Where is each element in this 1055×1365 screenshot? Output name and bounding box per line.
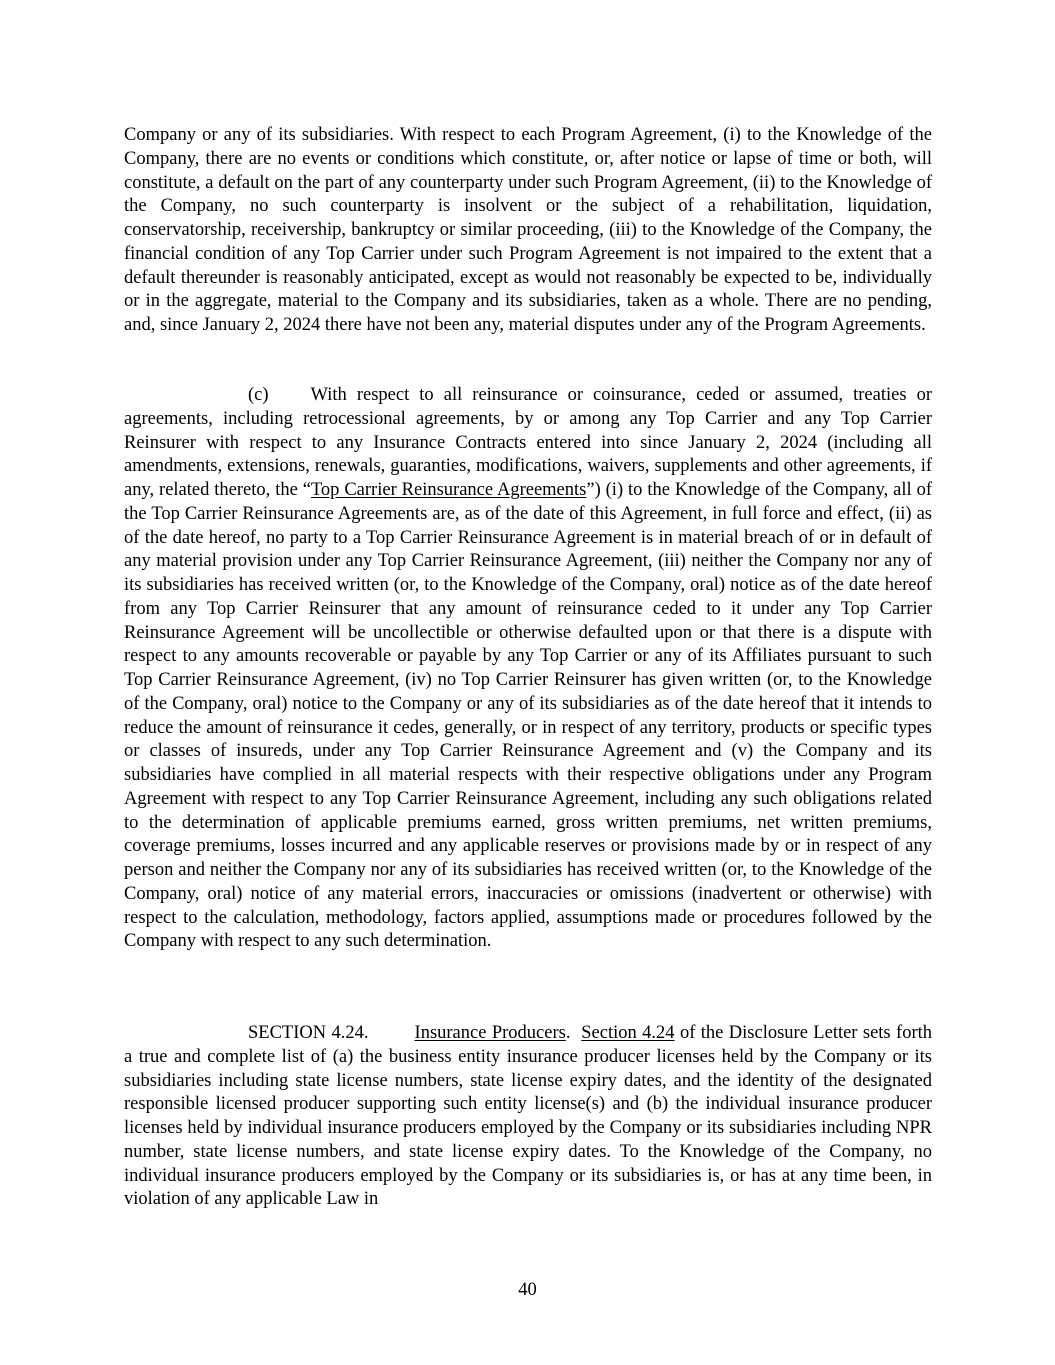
clause-label: (c) bbox=[248, 385, 269, 405]
paragraph-text-before: With respect to all reinsurance or coinsurance, ceded or assumed, treaties or agreements, including retrocessional agreements, by or among any Top Carrier and any Top Carrier Reinsurer with respect to any Insurance Contracts entered into since January 2, 2024 (including all amendments, extensions, renewals, guaranties, modifications, waivers, supplements and other agreements, if any, related thereto, the “ bbox=[124, 385, 932, 500]
paragraph-section-4-24 bbox=[124, 1022, 932, 1212]
page-number: 40 bbox=[518, 1280, 537, 1300]
heading-period: . bbox=[565, 1023, 571, 1043]
paragraph-text: of the Disclosure Letter sets forth a true and complete list of (a) the business entity insurance producer licenses held by the Company or its subsidiaries including state license numbers, state license expiry dates, and the identity of the designated responsible licensed producer supporting such entity license(s) and (b) the individual insurance producer licenses held by individual insurance producers employed by the Company or its subsidiaries including NPR number, state license numbers, and state license expiry dates. To the Knowledge of the Company, no individual insurance producers employed by the Company or its subsidiaries is, or has at any time been, in violation of any applicable Law in bbox=[124, 1023, 932, 1210]
paragraph-program-agreements bbox=[124, 124, 932, 338]
paragraph-text-after: ”) (i) to the Knowledge of the Company, all of the Top Carrier Reinsurance Agreements are, as of the date of this Agreement, in full force and effect, (ii) as of the date hereof, no party to a Top Carrier Reinsurance Agreement is in material breach of or in default of any material provision under any Top Carrier Reinsurance Agreement, (iii) neither the Company nor any of its subsidiaries has received written (or, to the Knowledge of the Company, oral) notice as of the date hereof from any Top Carrier Reinsurer that any amount of reinsurance ceded to it under any Top Carrier Reinsurance Agreement will be uncollectible or otherwise defaulted upon or that there is a dispute with respect to any amounts recoverable or payable by any Top Carrier or any of its Affiliates pursuant to such Top Carrier Reinsurance Agreement, (iv) no Top Carrier Reinsurer has given written (or, to the Knowledge of the Company, oral) notice to the Company or any of its subsidiaries as of the date hereof that it intends to reduce the amount of reinsurance it cedes, generally, or in respect of any territory, products or specific types or classes of insureds, under any Top Carrier Reinsurance Agreement and (v) the Company and its subsidiaries have complied in all material respects with their respective obligations under any Program Agreement with respect to any Top Carrier Reinsurance Agreement, including any such obligations related to the determination of applicable premiums earned, gross written premiums, net written premiums, coverage premiums, losses incurred and any applicable reserves or provisions made by or in respect of any person and neither the Company nor any of its subsidiaries has received written (or, to the Knowledge of the Company, oral) notice of any material errors, inaccuracies or omissions (inadvertent or otherwise) with respect to the calculation, methodology, factors applied, assumptions made or procedures followed by the Company with respect to any such determination. bbox=[124, 480, 932, 952]
paragraph-reinsurance bbox=[124, 384, 932, 954]
paragraph-text: Company or any of its subsidiaries. With respect to each Program Agreement, (i) to the Knowledge of the Company, there are no events or conditions which constitute, or, after notice or lapse of time or both, will constitute, a default on the part of any counterparty under such Program Agreement, (ii) to the Knowledge of the Company, no such counterparty is insolvent or the subject of a rehabilitation, liquidation, conservatorship, receivership, bankruptcy or similar proceeding, (iii) to the Knowledge of the Company, the financial condition of any Top Carrier under such Program Agreement is not impaired to the extent that a default thereunder is reasonably anticipated, except as would not reasonably be expected to be, individually or in the aggregate, material to the Company and its subsidiaries, taken as a whole. There are no pending, and, since January 2, 2024 there have not been any, material disputes under any of the Program Agreements. bbox=[124, 125, 932, 335]
section-label: SECTION 4.24. bbox=[248, 1023, 369, 1043]
section-heading: Insurance Producers bbox=[414, 1023, 566, 1043]
section-reference: Section 4.24 bbox=[581, 1023, 675, 1043]
defined-term: Top Carrier Reinsurance Agreements bbox=[310, 480, 587, 500]
